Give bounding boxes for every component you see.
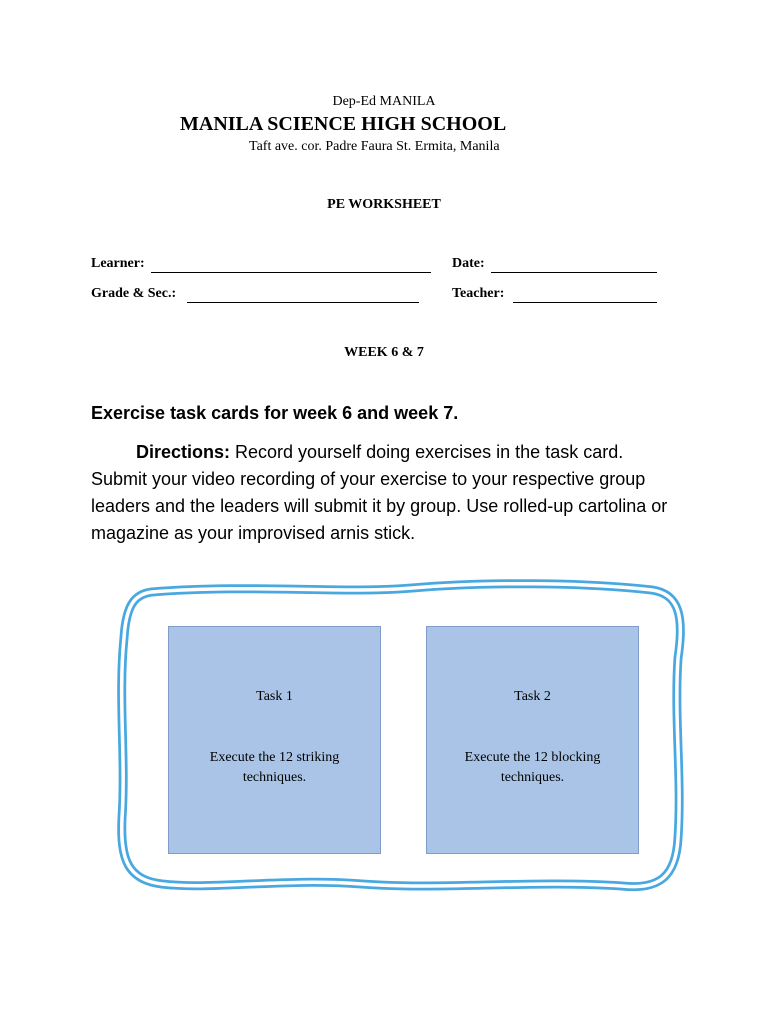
learner-label: Learner: xyxy=(91,256,145,271)
task-card-description: Execute the 12 blocking techniques. xyxy=(464,750,601,785)
learner-line[interactable] xyxy=(151,272,431,273)
task-card-1 xyxy=(168,626,381,854)
directions-paragraph xyxy=(91,439,681,547)
section-heading: Exercise task cards for week 6 and week 7. xyxy=(91,403,459,423)
school-name: MANILA SCIENCE HIGH SCHOOL xyxy=(180,113,507,135)
date-label: Date: xyxy=(452,256,485,271)
directions-label: Directions: xyxy=(136,442,231,462)
worksheet-title: PE WORKSHEET xyxy=(327,197,441,212)
task-card-2 xyxy=(426,626,639,854)
task-card-title: Task 2 xyxy=(514,689,551,704)
organization-name: Dep-Ed MANILA xyxy=(332,94,436,109)
task-card-description: Execute the 12 striking techniques. xyxy=(209,750,340,785)
date-line[interactable] xyxy=(491,272,657,273)
teacher-line[interactable] xyxy=(513,302,657,303)
directions-text: Record yourself doing exercises in the task card. Submit your video recording of your exercise to your respective group leaders and the leaders will submit it by group. Use rolled-up cartolina or magazine as your improvised arnis stick. xyxy=(91,442,668,543)
teacher-label: Teacher: xyxy=(452,286,505,301)
school-address: Taft ave. cor. Padre Faura St. Ermita, Manila xyxy=(249,139,500,154)
task-card-title: Task 1 xyxy=(256,689,293,704)
grade-section-label: Grade & Sec.: xyxy=(91,286,177,301)
week-label: WEEK 6 & 7 xyxy=(344,345,424,360)
grade-section-line[interactable] xyxy=(187,302,419,303)
